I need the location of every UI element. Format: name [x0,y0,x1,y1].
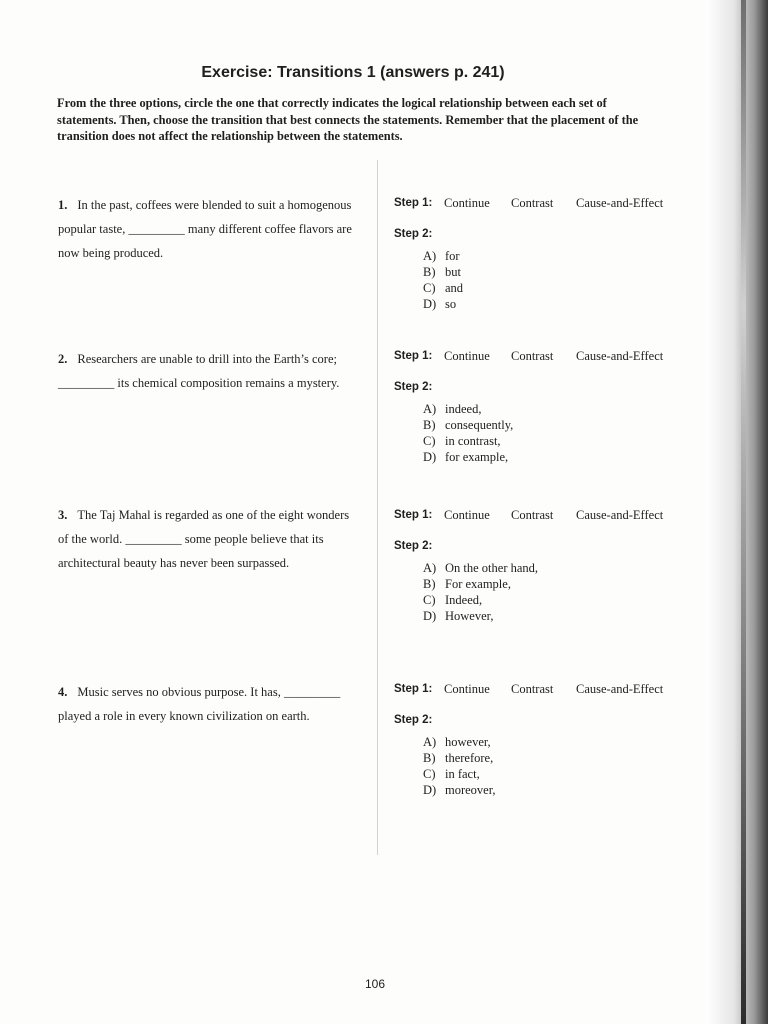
choice-letter: B) [423,577,436,591]
answer-choice-d[interactable] [423,608,684,624]
answer-choice-a[interactable] [423,401,684,417]
step-2-row [394,538,684,556]
choice-text: for example, [445,450,509,464]
choice-letter: D) [423,783,437,797]
choice-text: therefore, [445,751,494,765]
choice-letter: C) [423,281,436,295]
exercise-instructions: From the three options, circle the one that correctly indicates the logical relationship between each set of statements. Then, choose the transition that best connects the statements. Remember that the placement of the transition does not affect the relationship between the statements. [57,96,639,143]
option-continue[interactable]: Continue [444,508,490,522]
option-contrast[interactable]: Contrast [511,349,554,363]
option-contrast[interactable]: Contrast [511,196,554,210]
step-1-row [394,508,684,526]
option-cause-and-effect[interactable]: Cause-and-Effect [576,508,664,522]
step-2-label: Step 2: [394,381,433,393]
choice-text: consequently, [445,418,514,432]
question-number: 4. [58,685,68,699]
answer-choice-c[interactable] [423,433,684,449]
question-4-text-block [58,680,358,728]
question-4-steps [394,682,684,798]
answer-choice-d[interactable] [423,782,684,798]
answer-choice-a[interactable] [423,734,684,750]
answer-choice-c[interactable] [423,280,684,296]
option-cause-and-effect[interactable]: Cause-and-Effect [576,349,664,363]
answer-choices [423,401,684,465]
choice-text: However, [445,609,494,623]
choice-text: Indeed, [445,593,483,607]
question-number: 3. [58,508,68,522]
option-continue[interactable]: Continue [444,196,490,210]
choice-text: in fact, [445,767,480,781]
choice-letter: A) [423,402,437,416]
choice-letter: A) [423,735,437,749]
choice-text: in contrast, [445,434,501,448]
choice-text: and [445,281,464,295]
choice-letter: D) [423,450,437,464]
step-1-label: Step 1: [394,509,433,521]
answer-choices [423,248,684,312]
step-2-label: Step 2: [394,228,433,240]
question-text: In the past, coffees were blended to suit a homogenous popular taste, _________ many different coffee flavors are now being produced. [58,198,352,260]
answer-choice-b[interactable] [423,576,684,592]
answer-choice-b[interactable] [423,750,684,766]
answer-choice-a[interactable] [423,248,684,264]
option-contrast[interactable]: Contrast [511,508,554,522]
question-2-steps [394,349,684,465]
choice-letter: A) [423,249,437,263]
answer-choice-b[interactable] [423,264,684,280]
choice-letter: B) [423,265,436,279]
choice-letter: C) [423,434,436,448]
exercise-title: Exercise: Transitions 1 (answers p. 241) [201,64,505,81]
choice-letter: A) [423,561,437,575]
question-1-text-block [58,193,358,265]
step-2-label: Step 2: [394,540,433,552]
option-continue[interactable]: Continue [444,682,490,696]
step-2-row [394,379,684,397]
question-text: Researchers are unable to drill into the Earth’s core; _________ its chemical composition remains a mystery. [58,352,340,390]
choice-text: moreover, [445,783,496,797]
option-cause-and-effect[interactable]: Cause-and-Effect [576,682,664,696]
answer-choices [423,734,684,798]
choice-text: For example, [445,577,511,591]
question-3-text-block [58,503,358,575]
step-1-label: Step 1: [394,350,433,362]
choice-letter: C) [423,767,436,781]
question-2-text-block [58,347,358,395]
step-2-row [394,712,684,730]
choice-letter: D) [423,609,437,623]
step-2-row [394,226,684,244]
choice-letter: B) [423,751,436,765]
question-number: 2. [58,352,68,366]
step-1-label: Step 1: [394,197,433,209]
option-continue[interactable]: Continue [444,349,490,363]
book-binding-edge [706,0,768,1024]
step-1-label: Step 1: [394,683,433,695]
question-3-steps [394,508,684,624]
answer-choices [423,560,684,624]
question-text: The Taj Mahal is regarded as one of the eight wonders of the world. _________ some people believe that its architectural beauty has never been surpassed. [58,508,350,570]
choice-letter: C) [423,593,436,607]
choice-text: however, [445,735,491,749]
choice-letter: B) [423,418,436,432]
step-1-row [394,349,684,367]
choice-text: for [445,249,460,263]
answer-choice-a[interactable] [423,560,684,576]
choice-text: indeed, [445,402,482,416]
answer-choice-b[interactable] [423,417,684,433]
choice-text: so [445,297,457,311]
answer-choice-c[interactable] [423,592,684,608]
answer-choice-d[interactable] [423,449,684,465]
step-1-row [394,196,684,214]
choice-text: On the other hand, [445,561,539,575]
question-number: 1. [58,198,68,212]
step-2-label: Step 2: [394,714,433,726]
column-divider [377,160,378,855]
question-1-steps [394,196,684,312]
option-contrast[interactable]: Contrast [511,682,554,696]
question-text: Music serves no obvious purpose. It has, _________ played a role in every known civilization on earth. [58,685,341,723]
option-cause-and-effect[interactable]: Cause-and-Effect [576,196,664,210]
answer-choice-c[interactable] [423,766,684,782]
page-number: 106 [364,977,386,991]
step-1-row [394,682,684,700]
choice-letter: D) [423,297,437,311]
choice-text: but [445,265,461,279]
answer-choice-d[interactable] [423,296,684,312]
